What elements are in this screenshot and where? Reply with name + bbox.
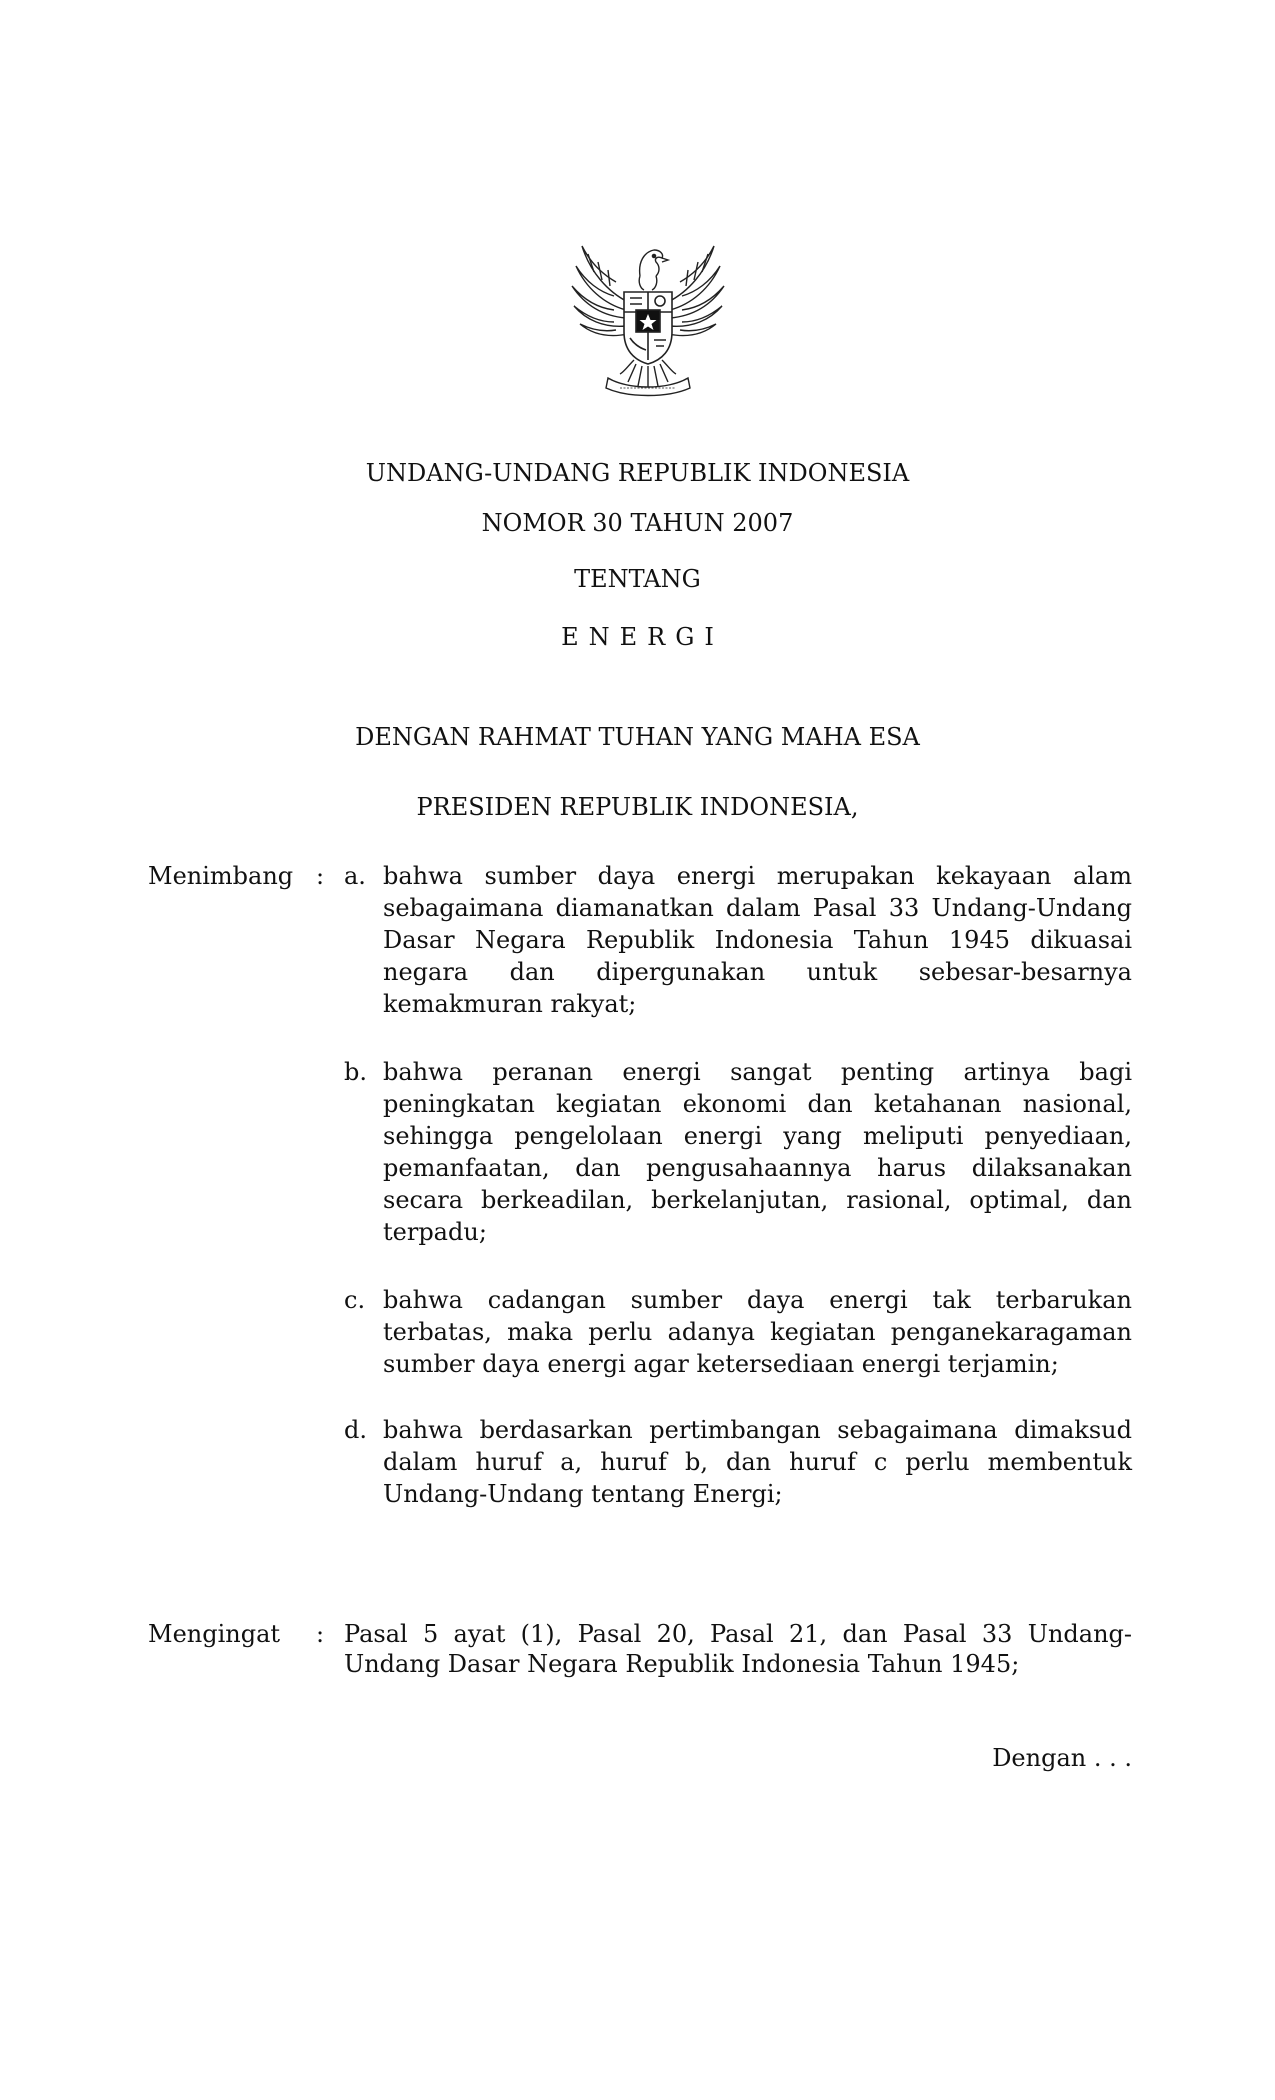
law-number: NOMOR 30 TAHUN 2007 [481,509,794,537]
mengingat-text: Pasal 5 ayat (1), Pasal 20, Pasal 21, dan Pasal 33 Undang-Undang Dasar Negara Republik Indonesia Tahun 1945; [344,1620,1132,1678]
menimbang-item-a-text: bahwa sumber daya energi merupakan kekayaan alam sebagaimana diamanatkan dalam Pasal 33 Undang-Undang Dasar Negara Republik Indonesia Tahun 1945 dikuasai negara dan dipergunakan untuk sebesar-besarnya kemakmuran rakyat; [383,862,1132,1018]
menimbang-label: Menimbang [148,862,294,890]
menimbang-item-b-text: bahwa peranan energi sangat penting artinya bagi peningkatan kegiatan ekonomi dan ketahanan nasional, sehingga pengelolaan energi yang meliputi penyediaan, pemanfaatan, dan pengusahaannya harus dilaksanakan secara berkeadilan, berkelanjutan, rasional, optimal, dan terpadu; [383,1058,1132,1246]
menimbang-item-d-marker: d. [344,1416,367,1444]
menimbang-item-c-marker: c. [344,1286,366,1314]
law-about: TENTANG [574,565,701,593]
menimbang-item-a-marker: a. [344,862,366,890]
preamble-president: PRESIDEN REPUBLIK INDONESIA, [416,793,859,821]
menimbang-colon: : [316,862,325,890]
page-continuation: Dengan . . . [992,1744,1132,1772]
menimbang-item-b-marker: b. [344,1058,367,1086]
preamble-grace: DENGAN RAHMAT TUHAN YANG MAHA ESA [355,723,920,751]
law-title: UNDANG-UNDANG REPUBLIK INDONESIA [365,459,910,487]
garuda-emblem-icon [568,232,728,400]
mengingat-label: Mengingat [148,1620,281,1648]
menimbang-item-c-text: bahwa cadangan sumber daya energi tak terbarukan terbatas, maka perlu adanya kegiatan penganekaragaman sumber daya energi agar ketersediaan energi terjamin; [383,1286,1132,1378]
mengingat-colon: : [316,1620,325,1648]
menimbang-item-d-text: bahwa berdasarkan pertimbangan sebagaimana dimaksud dalam huruf a, huruf b, dan huruf c perlu membentuk Undang-Undang tentang Energi; [383,1416,1132,1508]
law-subject: ENERGI [561,623,724,651]
